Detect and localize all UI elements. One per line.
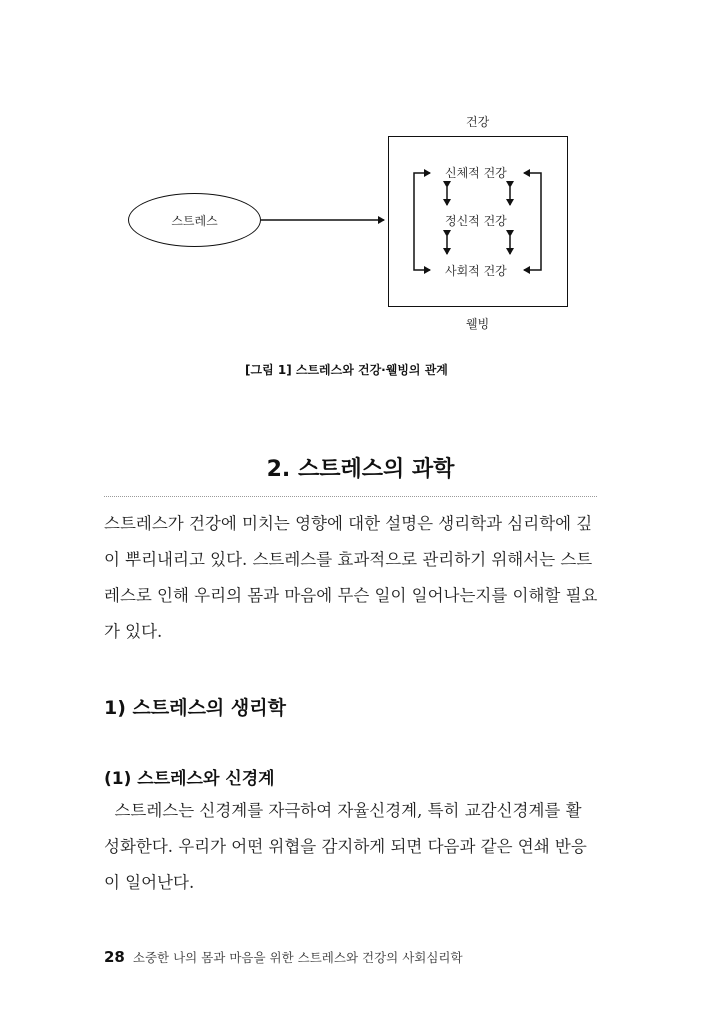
subheading: 1) 스트레스의 생리학	[104, 697, 286, 719]
left-bracket-arrow-top	[414, 173, 430, 220]
body-line: 성화한다. 우리가 어떤 위협을 감지하게 되면 다음과 같은 연쇄 반응	[104, 837, 587, 856]
intro-line: 이 뿌리내리고 있다. 스트레스를 효과적으로 관리하기 위해서는 스트	[104, 550, 593, 569]
page-number: 28	[104, 948, 125, 966]
intro-paragraph	[104, 506, 604, 650]
body-paragraph	[104, 793, 604, 901]
figure-caption: [그림 1] 스트레스와 건강·웰빙의 관계	[245, 363, 448, 377]
stress-label: 스트레스	[171, 213, 218, 228]
running-title: 소중한 나의 몸과 마음을 위한 스트레스와 건강의 사회심리학	[132, 950, 463, 965]
body-line: 이 일어난다.	[104, 873, 195, 892]
figure-top-label: 건강	[466, 115, 490, 129]
left-bracket-arrow-bottom	[414, 220, 430, 270]
social-health-label: 사회적 건강	[445, 264, 507, 278]
figure-arrows	[0, 0, 721, 340]
physical-health-label: 신체적 건강	[445, 166, 507, 180]
intro-line: 가 있다.	[104, 622, 163, 641]
right-bracket-arrow-bottom	[524, 220, 541, 270]
body-line: 스트레스는 신경계를 자극하여 자율신경계, 특히 교감신경계를 활	[104, 801, 582, 820]
section-heading: 2. 스트레스의 과학	[266, 457, 455, 482]
page-footer	[104, 948, 463, 966]
figure-bottom-label: 웰빙	[466, 317, 490, 331]
intro-line: 스트레스가 건강에 미치는 영향에 대한 설명은 생리학과 심리학에 깊	[104, 514, 593, 533]
right-bracket-arrow-top	[524, 173, 541, 220]
intro-line: 레스로 인해 우리의 몸과 마음에 무슨 일이 일어나는지를 이해할 필요	[104, 586, 598, 605]
section-divider	[104, 496, 597, 497]
subsubheading: (1) 스트레스와 신경계	[104, 769, 275, 789]
mental-health-label: 정신적 건강	[445, 214, 507, 228]
